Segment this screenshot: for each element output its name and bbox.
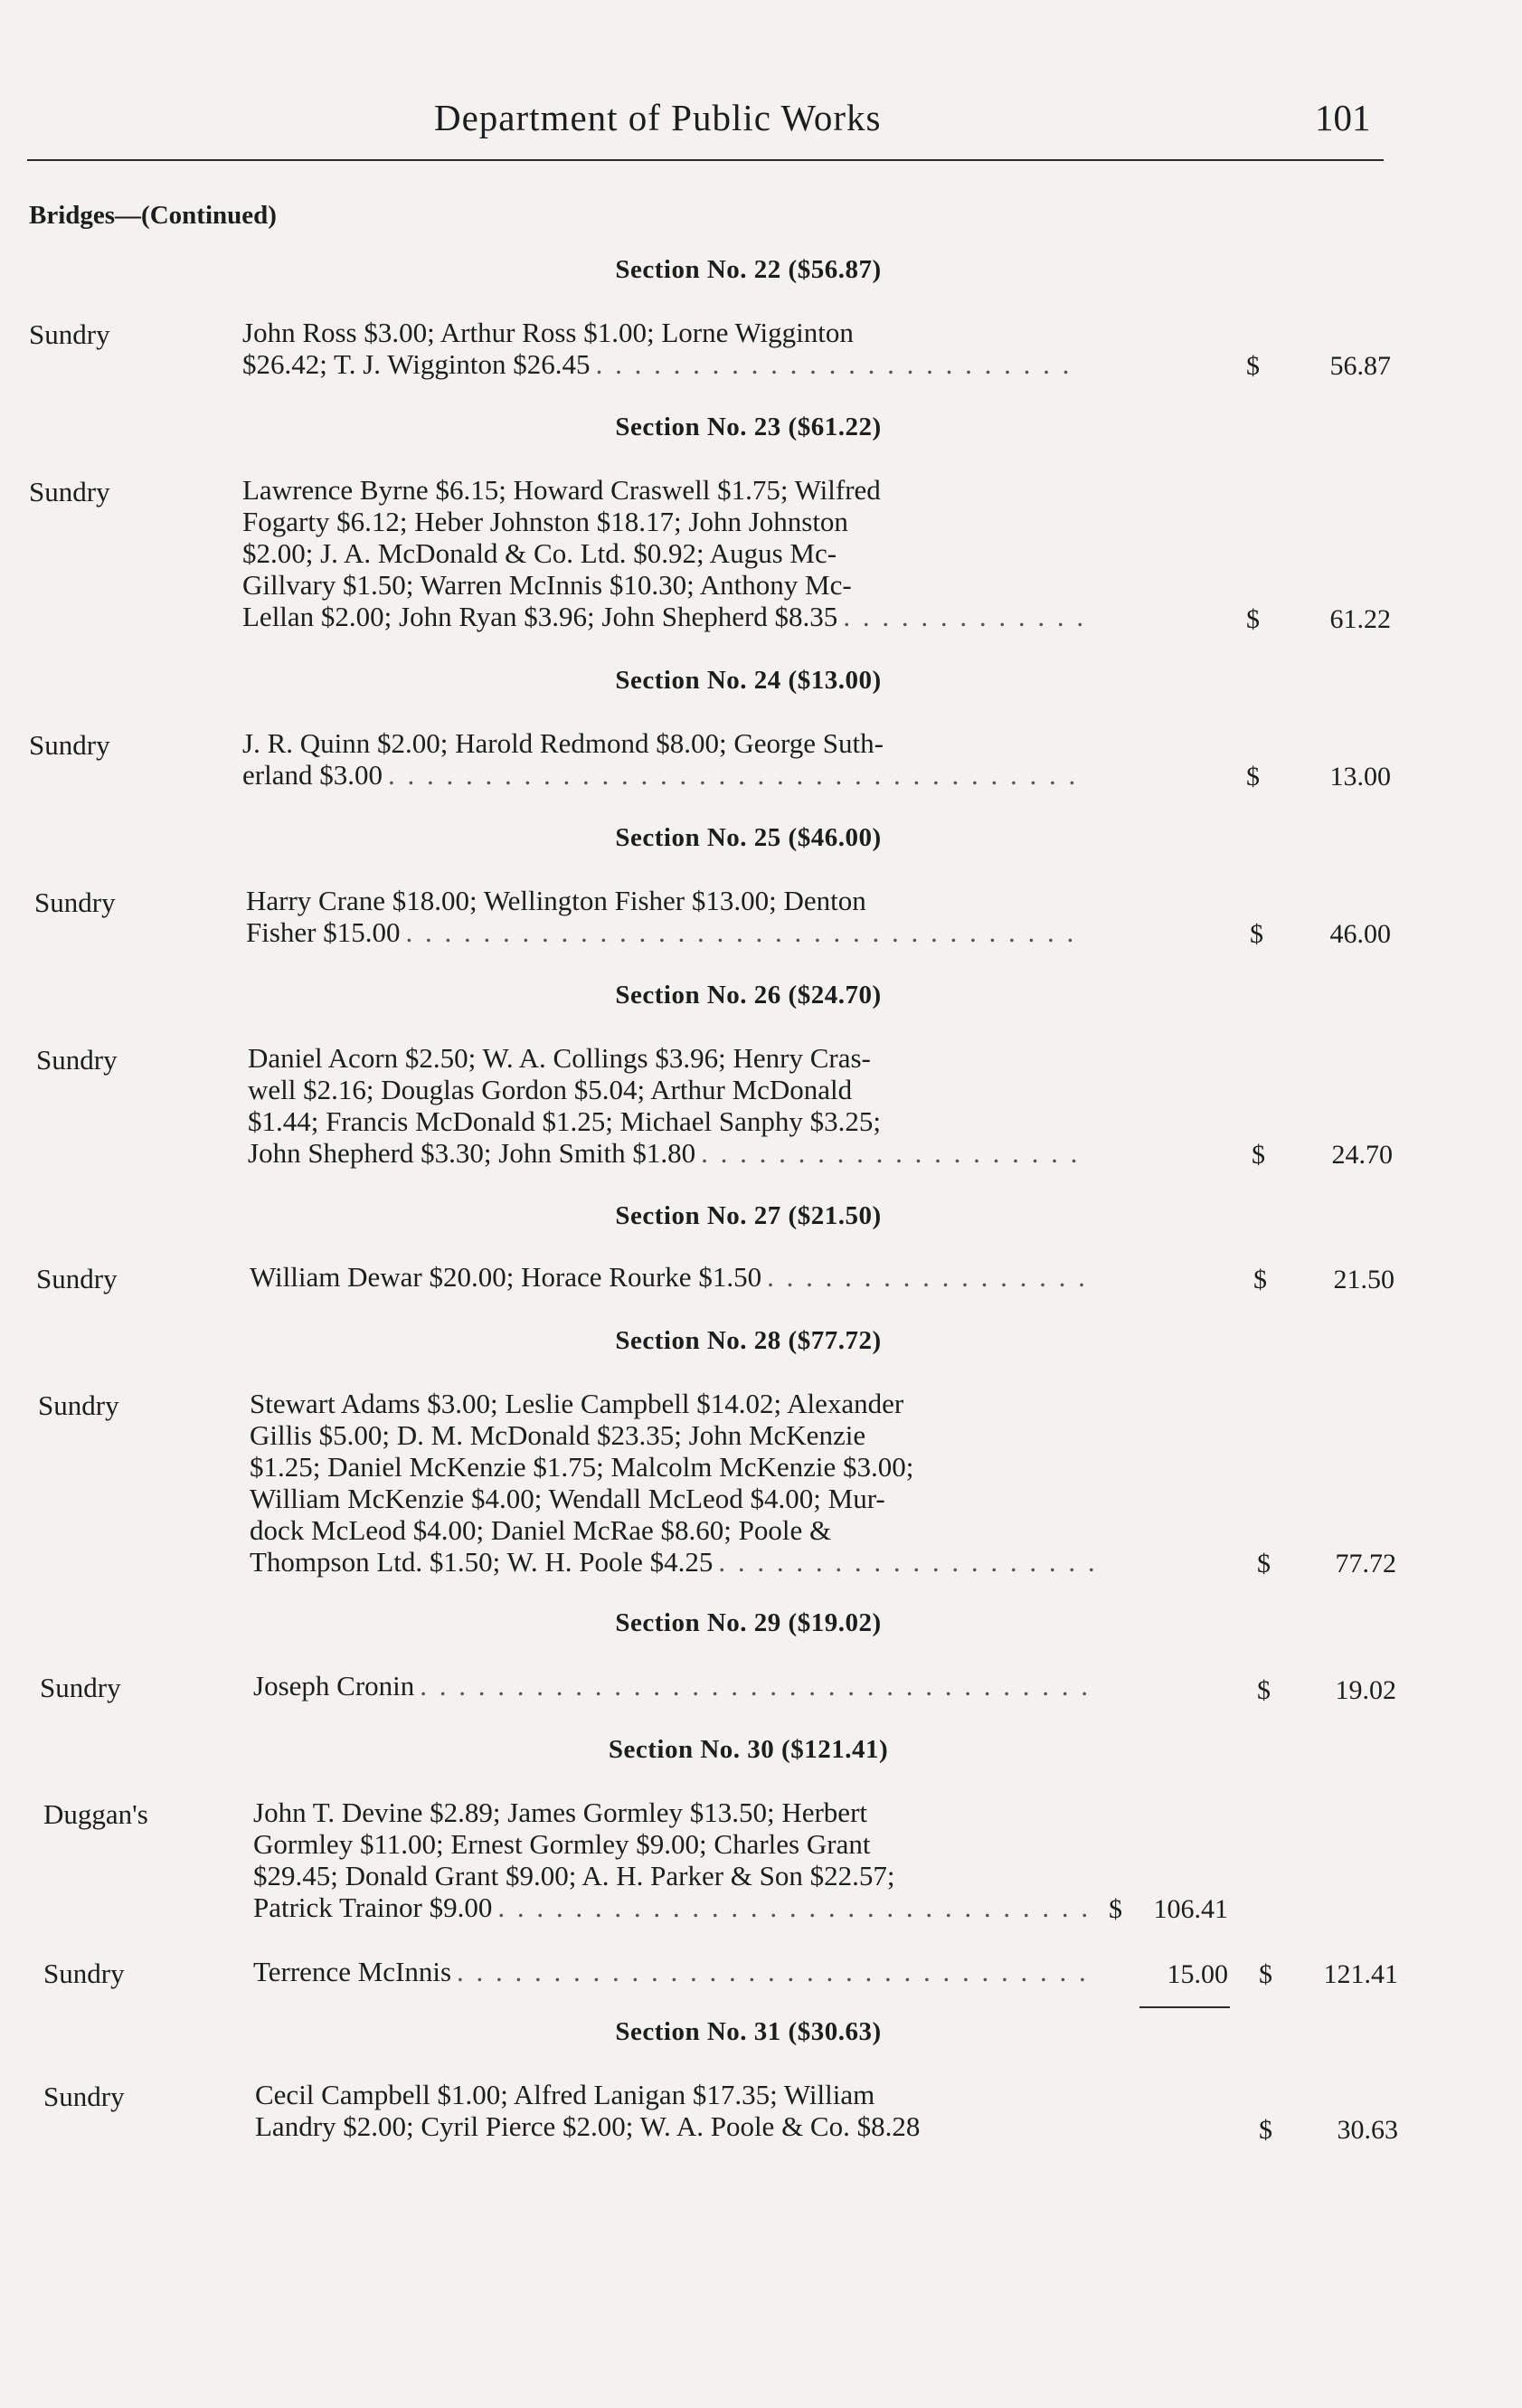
payee-label: Sundry [34,886,116,918]
currency-symbol: $ [1246,762,1260,792]
subtotal-rule [1139,2006,1230,2008]
payee-label: Sundry [38,1389,119,1421]
text-line-content: Terrence McInnis [253,1956,452,1987]
text-line: $29.45; Donald Grant $9.00; A. H. Parker & Son $22.57; [253,1860,895,1891]
subtotal-amount: 106.41 [1153,1894,1228,1924]
page-title: Department of Public Works [434,97,882,138]
text-line: John Ross $3.00; Arthur Ross $1.00; Lorne Wigginton [242,317,854,348]
dot-leader [420,1670,1094,1702]
currency-symbol: $ [1253,1265,1267,1294]
currency-symbol: $ [1259,2115,1272,2145]
text-line: Cecil Campbell $1.00; Alfred Lanigan $17.35; William [255,2079,875,2110]
payee-label: Sundry [43,2081,125,2112]
continued-heading: Bridges—(Continued) [29,201,277,230]
dot-leader [406,916,1088,948]
text-line: Gormley $11.00; Ernest Gormley $9.00; Charles Grant [253,1828,871,1860]
entry-text [253,1797,1098,1923]
text-line [242,601,1083,632]
entry-text [242,727,1083,791]
dot-leader [457,1956,1098,1987]
text-line [248,1137,1089,1169]
header-rule [27,159,1384,161]
section-total: 13.00 [1329,762,1391,792]
text-line: William McKenzie $4.00; Wendall McLeod $4.00; Mur- [250,1483,885,1514]
text-line-content: Joseph Cronin [253,1670,415,1702]
text-line: dock McLeod $4.00; Daniel McRae $8.60; Poole & [250,1514,832,1546]
section-heading: Section No. 25 ($46.00) [615,823,882,852]
entry-text [246,885,1087,948]
text-line: Stewart Adams $3.00; Leslie Campbell $14.02; Alexander [250,1388,904,1419]
payee-label: Duggan's [43,1798,148,1830]
currency-symbol: $ [1246,351,1260,381]
dot-leader [701,1137,1089,1169]
section-heading: Section No. 22 ($56.87) [615,255,882,284]
text-line-content: John Shepherd $3.30; John Smith $1.80 [248,1137,696,1169]
entry-text [253,1670,1094,1702]
text-line [250,1261,1091,1293]
payee-label: Sundry [43,1958,125,1989]
section-heading: Section No. 30 ($121.41) [608,1735,889,1764]
currency-symbol: $ [1246,604,1260,634]
currency-symbol: $ [1257,1675,1271,1705]
text-line: $2.00; J. A. McDonald & Co. Ltd. $0.92; Augus Mc- [242,537,837,569]
currency-symbol: $ [1250,919,1263,949]
text-line: Gillvary $1.50; Warren McInnis $10.30; Anthony Mc- [242,569,852,601]
dot-leader [388,759,1083,791]
section-heading: Section No. 31 ($30.63) [615,2017,882,2046]
section-total: 61.22 [1329,604,1391,634]
subtotal-amount: 15.00 [1167,1959,1228,1989]
section-total: 121.41 [1323,1959,1398,1989]
text-line: $1.25; Daniel McKenzie $1.75; Malcolm McKenzie $3.00; [250,1451,914,1483]
entry-text [253,1956,1098,1987]
text-line: Harry Crane $18.00; Wellington Fisher $13.00; Denton [246,885,866,916]
text-line-content: Thompson Ltd. $1.50; W. H. Poole $4.25 [250,1546,714,1578]
payee-label: Sundry [40,1672,121,1703]
payee-label: Sundry [36,1263,118,1294]
text-line: J. R. Quinn $2.00; Harold Redmond $8.00; George Suth- [242,727,884,759]
entry-text [248,1042,1089,1169]
section-total: 56.87 [1329,351,1391,381]
text-line-content: Fisher $15.00 [246,916,401,948]
text-line [242,759,1083,791]
text-line: Gillis $5.00; D. M. McDonald $23.35; John McKenzie [250,1419,866,1451]
dot-leader [718,1546,1094,1578]
text-line-content: Lellan $2.00; John Ryan $3.96; John Shepherd $8.35 [242,601,838,632]
text-line: Fogarty $6.12; Heber Johnston $18.17; John Johnston [242,506,848,537]
entry-text [250,1261,1091,1293]
currency-symbol: $ [1109,1894,1122,1924]
section-heading: Section No. 26 ($24.70) [615,981,882,1010]
payee-label: Sundry [29,476,110,507]
entry-text [255,2079,1100,2142]
text-line [253,1670,1094,1702]
payee-label: Sundry [29,729,110,761]
payee-label: Sundry [36,1044,118,1076]
dot-leader [843,601,1083,632]
dot-leader [497,1891,1098,1923]
section-heading: Section No. 24 ($13.00) [615,666,882,695]
section-total: 19.02 [1335,1675,1396,1705]
dot-leader [596,348,1083,380]
section-total: 30.63 [1337,2115,1398,2145]
text-line [253,1891,1098,1923]
section-total: 46.00 [1329,919,1391,949]
section-total: 21.50 [1333,1265,1394,1294]
section-heading: Section No. 23 ($61.22) [615,412,882,441]
section-heading: Section No. 29 ($19.02) [615,1608,882,1637]
text-line-content: Patrick Trainor $9.00 [253,1891,493,1923]
text-line [250,1546,1094,1578]
text-line [246,916,1087,948]
text-line: John T. Devine $2.89; James Gormley $13.50; Herbert [253,1797,868,1828]
text-line-content: $26.42; T. J. Wigginton $26.45 [242,348,591,380]
text-line: Lawrence Byrne $6.15; Howard Craswell $1.75; Wilfred [242,474,881,506]
text-line-content: erland $3.00 [242,759,383,791]
text-line: Landry $2.00; Cyril Pierce $2.00; W. A. Poole & Co. $8.28 [255,2110,921,2142]
section-heading: Section No. 27 ($21.50) [615,1201,882,1230]
text-line: well $2.16; Douglas Gordon $5.04; Arthur McDonald [248,1074,853,1105]
dot-leader [767,1261,1091,1293]
text-line: Daniel Acorn $2.50; W. A. Collings $3.96; Henry Cras- [248,1042,871,1074]
section-heading: Section No. 28 ($77.72) [615,1326,882,1355]
text-line-content: William Dewar $20.00; Horace Rourke $1.50 [250,1261,762,1293]
currency-symbol: $ [1259,1959,1272,1989]
text-line [253,1956,1098,1987]
page-number: 101 [1315,97,1371,138]
entry-text [250,1388,1094,1578]
entry-text [242,317,1083,380]
section-total: 24.70 [1331,1140,1393,1170]
entry-text [242,474,1083,632]
currency-symbol: $ [1252,1140,1265,1170]
payee-label: Sundry [29,318,110,350]
section-total: 77.72 [1335,1549,1396,1578]
currency-symbol: $ [1257,1549,1271,1578]
text-line [242,348,1083,380]
text-line: $1.44; Francis McDonald $1.25; Michael Sanphy $3.25; [248,1105,881,1137]
